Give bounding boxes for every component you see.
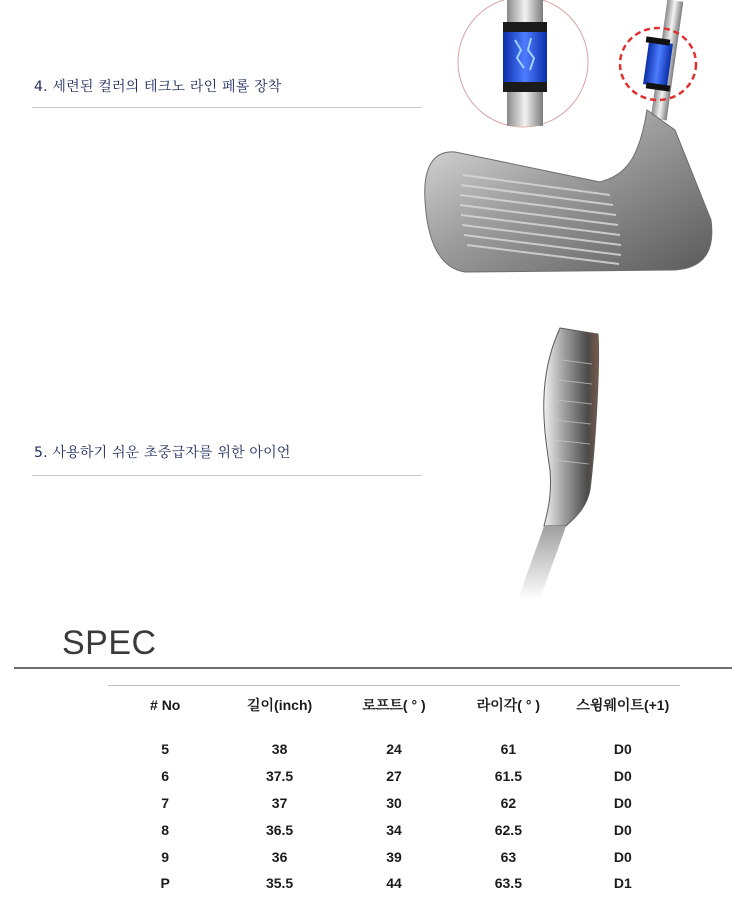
cell-no: P [160, 875, 170, 892]
feature-title-beginner: 5. 사용하기 쉬운 초중급자를 위한 아이언 [34, 445, 291, 461]
iron-face-illustration [415, 0, 750, 300]
cell-no: 6 [161, 768, 170, 785]
table-top-rule [108, 685, 680, 686]
cell-swingweight: D0 [613, 741, 632, 758]
cell-swingweight: D0 [613, 821, 632, 838]
feature-divider [32, 107, 422, 108]
cell-loft: 34 [386, 821, 402, 838]
cell-swingweight: D0 [613, 794, 632, 811]
header-swingweight: 스윙웨이트(+1) [576, 697, 670, 713]
table-row [108, 843, 680, 870]
spec-table-header-row [108, 690, 680, 728]
cell-no: 9 [161, 848, 170, 865]
table-row [108, 870, 680, 897]
cell-swingweight: D0 [613, 848, 632, 865]
table-row [108, 816, 680, 843]
golf-iron-side-icon [500, 320, 620, 600]
cell-lie: 63.5 [494, 875, 522, 892]
spec-divider [14, 667, 732, 669]
spec-table [108, 690, 680, 897]
cell-length: 38 [271, 741, 288, 758]
table-row [108, 763, 680, 790]
header-lie: 라이각( ° ) [476, 697, 540, 713]
spec-title: SPEC [62, 624, 157, 662]
ferrule-zoom-icon [458, 0, 588, 127]
cell-swingweight: D1 [613, 875, 632, 892]
cell-no: 5 [161, 741, 170, 758]
cell-lie: 61.5 [494, 768, 522, 785]
header-no: # No [150, 697, 181, 713]
cell-no: 8 [161, 821, 170, 838]
feature-title-ferrule: 4. 세련된 컬러의 테크노 라인 페롤 장착 [34, 79, 282, 95]
cell-no: 7 [161, 794, 170, 811]
cell-loft: 24 [386, 741, 402, 758]
table-row [108, 790, 680, 817]
cell-lie: 62 [500, 794, 517, 811]
cell-loft: 30 [386, 794, 402, 811]
cell-loft: 27 [386, 768, 402, 785]
cell-length: 36.5 [265, 821, 294, 838]
cell-length: 37.5 [265, 768, 294, 785]
cell-swingweight: D0 [613, 768, 632, 785]
cell-loft: 39 [386, 848, 402, 865]
table-row [108, 728, 680, 763]
cell-length: 35.5 [265, 875, 294, 892]
cell-lie: 63 [500, 848, 517, 865]
cell-loft: 44 [386, 875, 402, 892]
cell-length: 36 [271, 848, 288, 865]
cell-lie: 62.5 [494, 821, 522, 838]
feature-divider [32, 475, 422, 476]
header-loft: 로프트( ° ) [362, 697, 426, 713]
cell-lie: 61 [500, 741, 517, 758]
cell-length: 37 [271, 794, 288, 811]
header-length: 길이(inch) [247, 697, 313, 713]
